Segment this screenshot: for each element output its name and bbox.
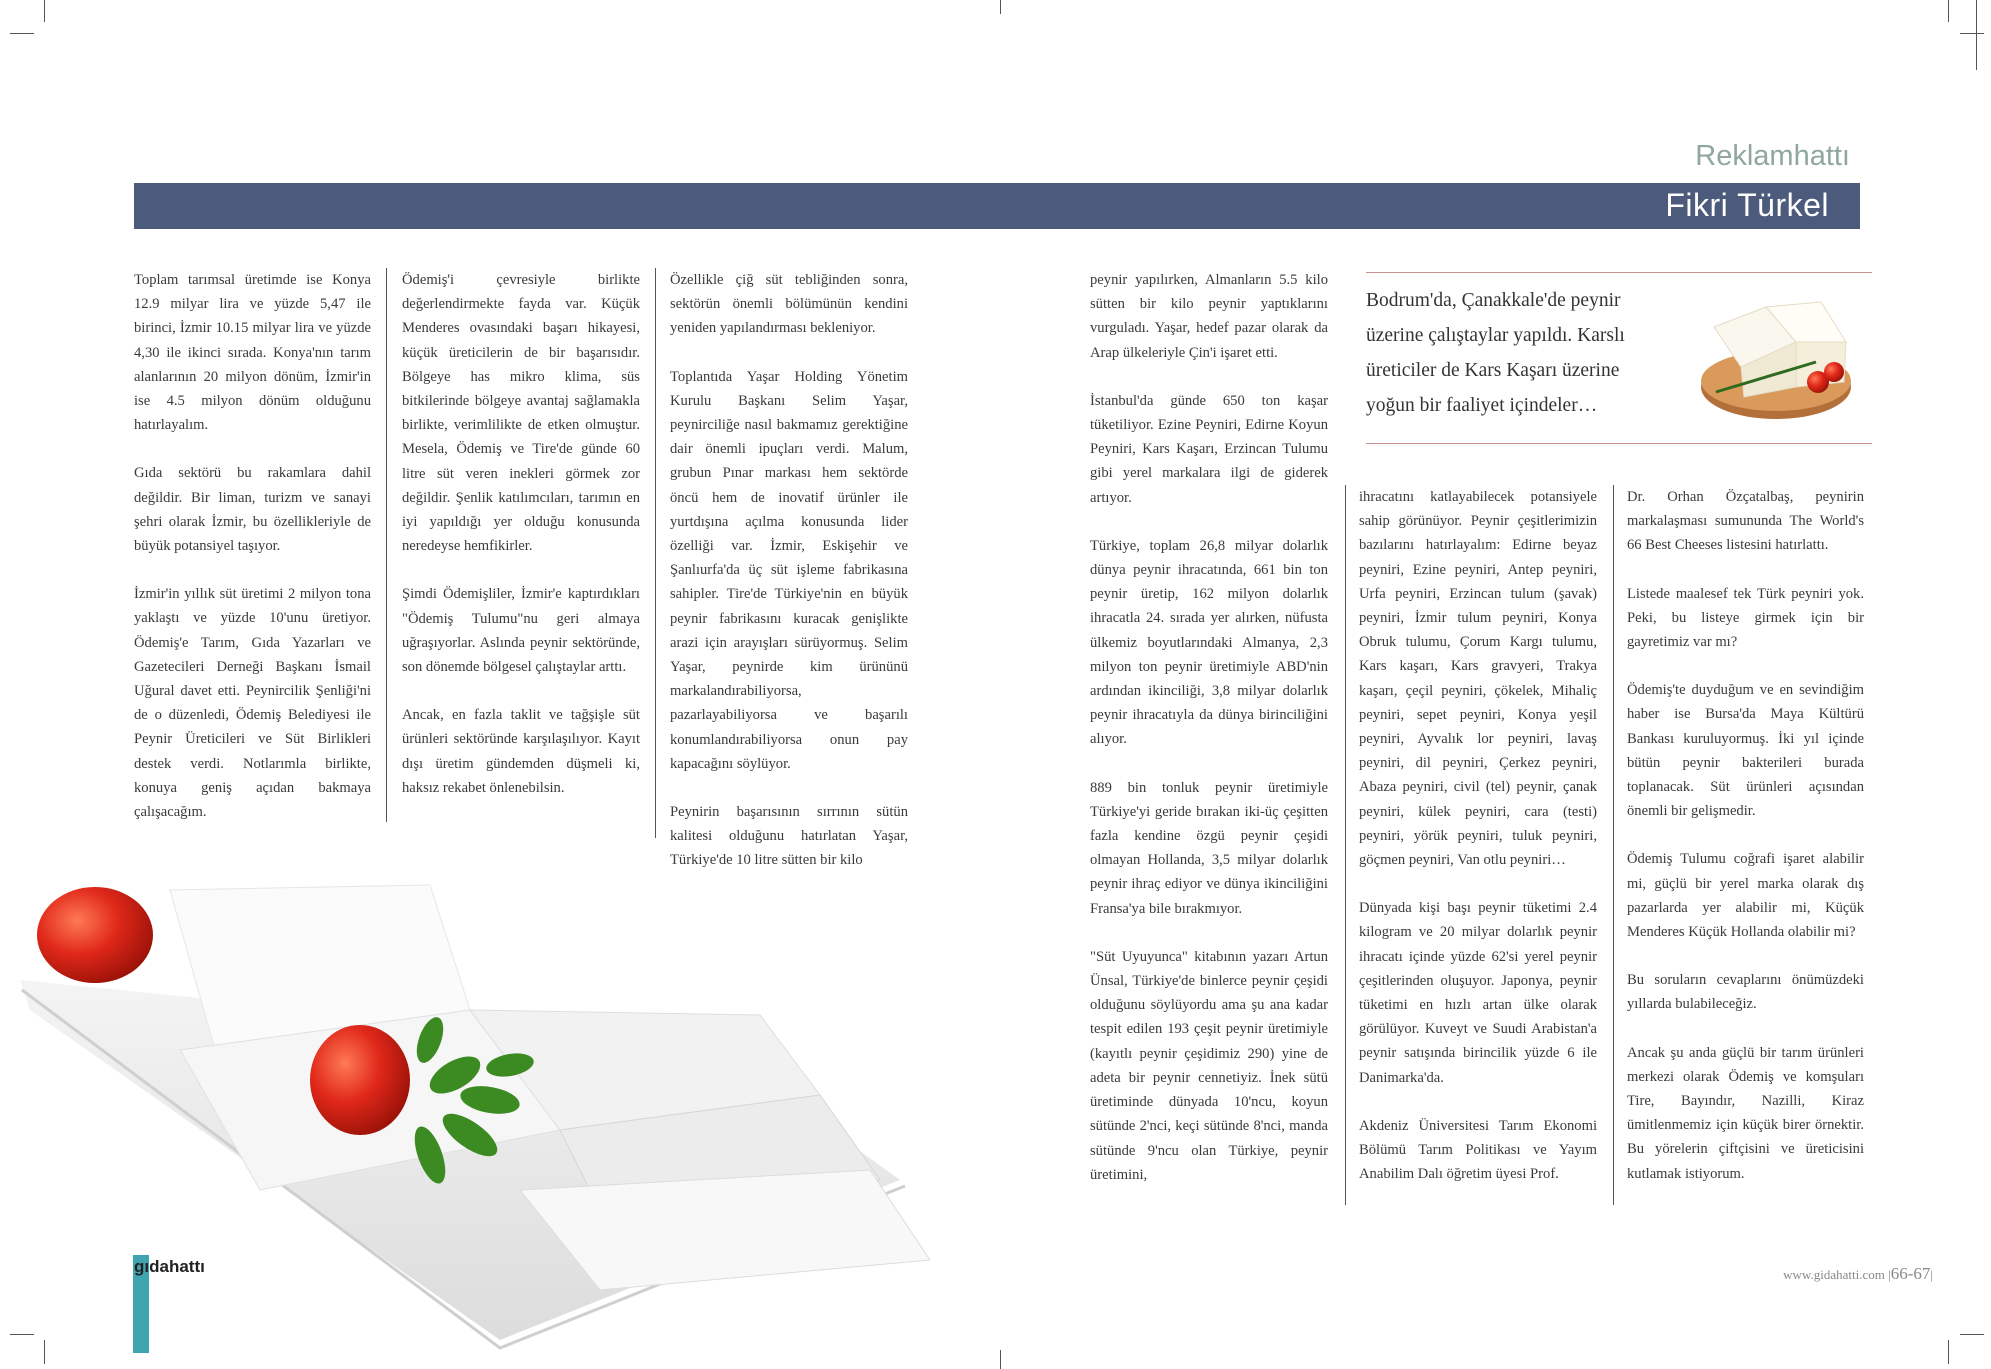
paragraph: Bu soruların cevaplarını önümüzdeki yıllarda bulabileceğiz. <box>1627 972 1864 1013</box>
section-title: Reklamhattı <box>1695 140 1850 172</box>
paragraph: ihracatını katlayabilecek potansiyele sahip görünüyor. Peynir çeşitlerimizin bazılarını hatırlayalım: Edirne beyaz peyniri, Ezine peyniri, Antep peyniri, Urfa peyniri, Erzincan tulum (şavak) peyniri, İzmir tulum peyniri, Konya Obruk tulumu, Çorum Kargı tulumu, Kars kaşarı, Kars gravyeri, Trakya kaşarı, çeçil peyniri, çökelek, Mihaliç peyniri, sepet peyniri, Konya yeşil peyniri, Ayvalık lor peyniri, lavaş peyniri, dil peyniri, Çerkez peyniri, Abaza peyniri, civil (tel) peynir, çanak peyniri, külek peyniri, cara (testi) peyniri, yörük peyniri, tuluk peyniri, göçmen peyniri, Van otlu peyniri… <box>1359 489 1597 869</box>
paragraph: Dr. Orhan Özçatalbaş, peynirin markalaşması sumununda The World's 66 Best Cheeses listesini hatırlattı. <box>1627 489 1864 554</box>
paragraph: Özellikle çiğ süt tebliğinden sonra, sektörün önemli bölümünün kendini yeniden yapılandırması bekleniyor. <box>670 272 908 337</box>
pull-quote <box>1366 272 1872 444</box>
article-column-4 <box>1090 268 1328 1211</box>
crop-mark <box>44 0 45 22</box>
page-numbers: 66-67 <box>1890 1264 1931 1283</box>
crop-mark <box>1000 0 1001 14</box>
paragraph: Ancak, en fazla taklit ve tağşişle süt ürünleri sektöründe karşılaşılıyor. Kayıt dışı üretim gündemden düşmeli ki, haksız rekabet önlenebilsin. <box>402 707 640 796</box>
crop-mark <box>1976 0 1977 70</box>
crop-mark <box>1948 1340 1949 1364</box>
cheese-plate-image <box>0 850 1000 1360</box>
header-bar <box>134 183 1860 229</box>
paragraph: Toplam tarımsal üretimde ise Konya 12.9 milyar lira ve yüzde 5,47 ile birinci, İzmir 10.15 milyar lira ve yüzde 4,30 ile ikinci sırada. Konya'nın tarım alanlarının 20 milyon dönüm, İzmir'in ise 4.5 milyon dönüm olduğunu hatırlayalım. <box>134 272 371 434</box>
paragraph: "Süt Uyuyunca" kitabının yazarı Artun Ünsal, Türkiye'de binlerce peynir çeşidi olduğunu söylüyordu ama şu ana kadar tespit edilen 193 çeşit peynir üretimiyle (kayıtlı peynir çeşidimiz 290) yine de adeta bir peynir cennetiyiz. İnek sütü üretiminde dünyada 10'ncu, koyun sütünde 2'nci, keçi sütünde 8'nci, manda sütünde 9'ncu olan Türkiye, peynir üretimini, <box>1090 948 1328 1183</box>
paragraph: 889 bin tonluk peynir üretimiyle Türkiye'yi geride bırakan iki-üç çeşitten fazla kendine özgü peynir çeşidi olmayan Hollanda, 3,5 milyar dolarlık peynir ihraç ediyor ve dünya ikinciliğini Fransa'ya bile bırakmıyor. <box>1090 779 1328 917</box>
paragraph: İstanbul'da günde 650 ton kaşar tüketiliyor. Ezine Peyniri, Edirne Koyun Peyniri, Kars Kaşarı, Erzincan Tulumu gibi yerel markalara ilgi de giderek artıyor. <box>1090 392 1328 506</box>
crop-mark <box>1960 33 1984 34</box>
footer-url: www.gidahatti.com <box>1783 1267 1885 1282</box>
column-rule <box>386 268 387 822</box>
column-rule <box>655 268 656 838</box>
article-column-6 <box>1627 485 1864 1210</box>
article-column-1 <box>134 268 371 848</box>
paragraph: Şimdi Ödemişliler, İzmir'e kaptırdıkları "Ödemiş Tulumu"nu geri almaya uğraşıyorlar. Aslında peynir sektöründe, son dönemde bölgesel çalıştaylar arttı. <box>402 586 640 676</box>
paragraph: Ödemiş Tulumu coğrafi işaret alabilir mi, güçlü bir yerel marka olarak dış pazarlarda yer alabilir mi, Küçük Menderes Küçük Hollanda olabilir mi? <box>1627 851 1864 941</box>
paragraph: Peynirin başarısının sırrının sütün kalitesi olduğunu hatırlatan Yaşar, Türkiye'de 10 litre sütten bir kilo <box>670 804 908 869</box>
paragraph: Gıda sektörü bu rakamlara dahil değildir. Bir liman, turizm ve sanayi şehri olarak İzmir, bu özellikleriyle de büyük potansiyel taşıyor. <box>134 465 371 555</box>
crop-mark <box>1960 1334 1984 1335</box>
paragraph: Ancak şu anda güçlü bir tarım ürünleri merkezi olarak Ödemiş ve komşuları Tire, Bayındır, Nazilli, Kiraz ümitlenmemiz için küçük birer örnektir. Bu yörelerin çiftçisini ve üreticisini kutlamak istiyorum. <box>1627 1044 1864 1182</box>
article-column-3 <box>670 268 908 897</box>
paragraph: İzmir'in yıllık süt üretimi 2 milyon tona yaklaştı ve yüzde 10'unu üretiyor. Ödemiş'e Tarım, Gıda Yazarları ve Gazetecileri Derneği Başkanı İsmail Uğural davet etti. Peynircilik Şenliği'ni de o düzenledi, Ödemiş Belediyesi ile Peynir Üreticileri ve Süt Birlikleri destek verdi. Notlarımla birlikte, konuya geniş açıdan bakmaya çalışacağım. <box>134 586 371 821</box>
crop-mark <box>1000 1350 1001 1369</box>
cheese-board-image <box>1696 287 1856 427</box>
column-rule <box>1613 485 1614 1205</box>
paragraph: peynir yapılırken, Almanların 5.5 kilo sütten bir kilo peynir yaptıklarını vurguladı. Yaşar, hedef pazar olarak da Arap ülkeleriyle Çin'i işaret etti. <box>1090 272 1328 361</box>
crop-mark <box>1948 0 1949 22</box>
column-rule <box>1345 485 1346 1205</box>
footer-logo: gıdahattı <box>134 1257 205 1276</box>
paragraph: Listede maalesef tek Türk peyniri yok. Peki, bu listeye girmek için bir gayretimiz var mı? <box>1627 585 1864 651</box>
paragraph: Dünyada kişi başı peynir tüketimi 2.4 kilogram ve 20 milyar dolarlık peynir ihracatı içinde yüzde 62'si yerel peynir çeşitlerinden oluşuyor. Japonya, peynir tüketimi en hızlı artan ülke olarak görülüyor. Kuveyt ve Suudi Arabistan'a peynir satışında birincilik yüzde 6 ile Danimarka'da. <box>1359 900 1597 1086</box>
article-column-2 <box>402 268 640 824</box>
article-column-5 <box>1359 485 1597 1210</box>
paragraph: Ödemiş'te duyduğum ve en sevindiğim haber ise Bursa'da Maya Kültürü Bankası kuruluyormuş. İki yıl içinde bütün peynir bakterileri burada toplanacak. Süt ürünleri açısından önemli bir gelişmedir. <box>1627 682 1864 820</box>
paragraph: Türkiye, toplam 26,8 milyar dolarlık dünya peynir ihracatında, 661 bin ton peynir üretip, 162 milyon dolarlık ihracatla 24. sırada yer alırken, nüfusta ülkemiz boyutlarındaki Almanya, 2,3 milyon ton peynir üretimiyle ABD'nin ardından ikinciliği, 3,8 milyar dolarlık peynir ihracatıyla da dünya birinciliğini alıyor. <box>1090 537 1328 748</box>
footer-page-info: www.gidahatti.com |66-67| <box>1783 1264 1933 1283</box>
author-name: Fikri Türkel <box>1665 187 1829 223</box>
pull-quote-text: Bodrum'da, Çanakkale'de peynir üzerine çalıştaylar yapıldı. Karslı üreticiler de Kars Kaşarı üzerine yoğun bir faaliyet içindeler… <box>1366 290 1625 416</box>
paragraph: Ödemiş'i çevresiyle birlikte değerlendirmekte fayda var. Küçük Menderes ovasındaki başarı hikayesi, küçük üreticilerin de bir başarısıdır. Bölgeye has mikro klima, süs bitkilerinde bölgeye avantaj sağlamakla birlikte, verimlilikte de etken olmuştur. Mesela, Ödemiş ve Tire'de günde 60 litre süt veren inekleri görmek zor değildir. Şenlik katılımcıları, tarımın en iyi yapıldığı yer olduğu konusunda neredeyse hemfikirler. <box>402 272 640 555</box>
paragraph: Akdeniz Üniversitesi Tarım Ekonomi Bölümü Tarım Politikası ve Yayım Anabilim Dalı öğretim üyesi Prof. <box>1359 1117 1597 1183</box>
paragraph: Toplantıda Yaşar Holding Yönetim Kurulu Başkanı Selim Yaşar, peynirciliğe nasıl bakmamız gerektiğine dair önemli ipuçları verdi. Malum, grubun Pınar markası hem sektörde öncü hem de inovatif ürünler ile yurtdışına açılma konusunda lider özelliği var. İzmir, Eskişehir ve Şanlıurfa'da üç süt işleme fabrikasına sahipler. Tire'de Türkiye'nin en büyük peynir fabrikasını kuracak genişlikte arazi için arayışları sürüyormuş. Selim Yaşar, peynirde kim ürününü markalandırabiliyorsa, pazarlayabiliyorsa ve başarılı konumlandırabiliyorsa onun pay kapacağını söylüyor. <box>670 368 908 772</box>
crop-mark <box>10 33 34 34</box>
